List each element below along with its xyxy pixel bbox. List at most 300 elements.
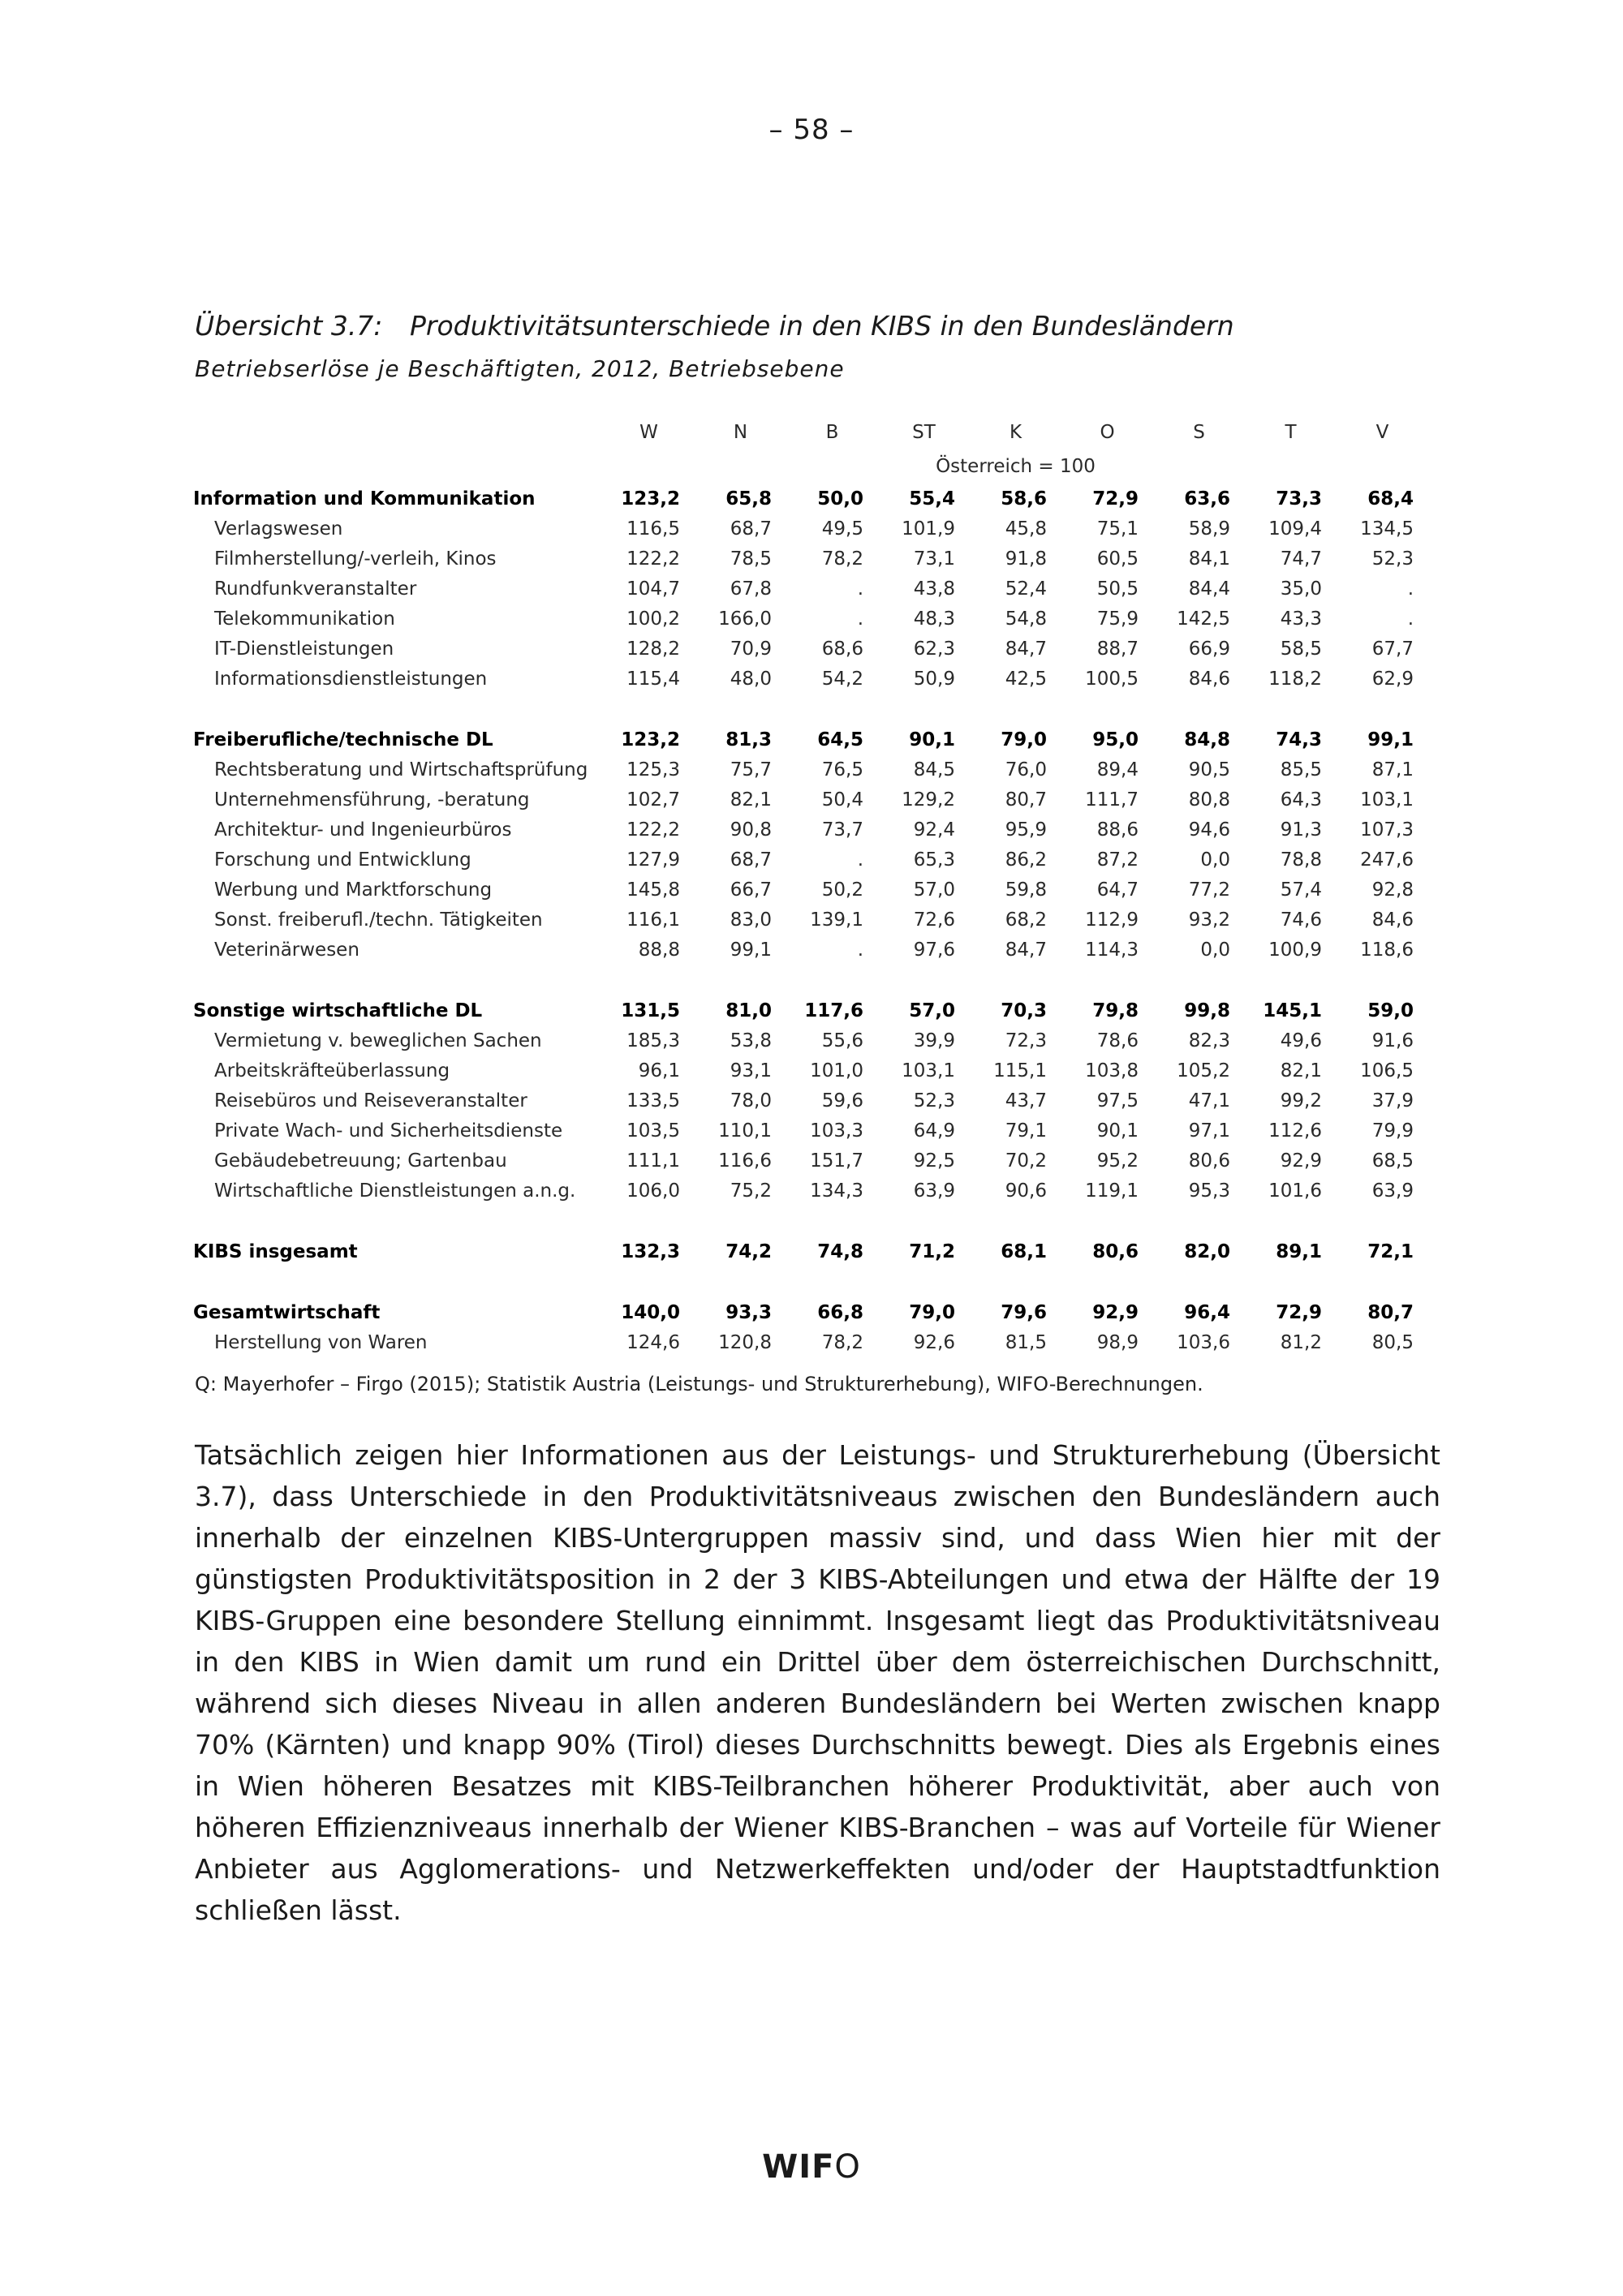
value-cell: 103,5 bbox=[626, 1120, 680, 1142]
value-cell: 66,8 bbox=[817, 1301, 863, 1323]
row-label: Rechtsberatung und Wirtschaftsprüfung bbox=[214, 759, 588, 780]
value-cell: 116,5 bbox=[626, 518, 680, 540]
value-cell: 87,2 bbox=[1096, 849, 1139, 871]
value-cell: 131,5 bbox=[621, 1000, 680, 1021]
value-cell: 79,0 bbox=[909, 1301, 955, 1323]
value-cell: 52,3 bbox=[913, 1090, 955, 1111]
value-cell: 58,9 bbox=[1188, 518, 1230, 540]
column-header: B bbox=[825, 422, 839, 443]
value-cell: . bbox=[857, 849, 863, 871]
column-header: V bbox=[1375, 422, 1389, 443]
value-cell: 48,3 bbox=[913, 608, 955, 630]
value-cell: 92,8 bbox=[1371, 879, 1414, 901]
value-cell: 43,3 bbox=[1280, 608, 1322, 630]
row-label: Wirtschaftliche Dienstleistungen a.n.g. bbox=[214, 1180, 576, 1202]
value-cell: 74,7 bbox=[1280, 548, 1322, 570]
table-unit-row bbox=[193, 449, 1428, 484]
value-cell: 59,0 bbox=[1367, 1000, 1414, 1021]
value-cell: 103,1 bbox=[1360, 789, 1414, 810]
value-cell: 99,1 bbox=[730, 939, 772, 961]
value-cell: 59,8 bbox=[1005, 879, 1047, 901]
value-cell: 100,9 bbox=[1268, 939, 1322, 961]
value-cell: 43,8 bbox=[913, 578, 955, 600]
value-cell: 50,9 bbox=[913, 668, 955, 690]
value-cell: 134,5 bbox=[1360, 518, 1414, 540]
value-cell: 101,6 bbox=[1268, 1180, 1322, 1202]
value-cell: 103,6 bbox=[1177, 1331, 1230, 1353]
value-cell: 103,8 bbox=[1085, 1060, 1139, 1081]
value-cell: 78,5 bbox=[730, 548, 772, 570]
value-cell: 95,0 bbox=[1092, 729, 1139, 750]
table-row bbox=[193, 664, 1428, 694]
value-cell: 123,2 bbox=[621, 488, 680, 510]
value-cell: 132,3 bbox=[621, 1240, 680, 1262]
value-cell: 76,5 bbox=[821, 759, 863, 780]
value-cell: 128,2 bbox=[626, 638, 680, 660]
value-cell: 78,0 bbox=[730, 1090, 772, 1111]
caption-subtitle: Betriebserlöse je Beschäftigten, 2012, Betriebsebene bbox=[195, 355, 845, 382]
spacer-row bbox=[193, 1206, 1428, 1236]
row-label: Sonstige wirtschaftliche DL bbox=[193, 1000, 483, 1021]
table-row bbox=[193, 845, 1428, 875]
value-cell: 89,4 bbox=[1096, 759, 1139, 780]
table-section-row bbox=[193, 1236, 1428, 1266]
value-cell: 35,0 bbox=[1280, 578, 1322, 600]
value-cell: 77,2 bbox=[1188, 879, 1230, 901]
value-cell: 93,1 bbox=[730, 1060, 772, 1081]
value-cell: 70,3 bbox=[1001, 1000, 1047, 1021]
value-cell: 76,0 bbox=[1005, 759, 1047, 780]
value-cell: 68,5 bbox=[1371, 1150, 1414, 1172]
row-label: Arbeitskräfteüberlassung bbox=[214, 1060, 450, 1081]
row-label: Private Wach- und Sicherheitsdienste bbox=[214, 1120, 563, 1142]
value-cell: 43,7 bbox=[1005, 1090, 1047, 1111]
value-cell: 68,2 bbox=[1005, 909, 1047, 931]
header-label-cell bbox=[193, 449, 603, 484]
value-cell: 151,7 bbox=[810, 1150, 863, 1172]
table-row bbox=[193, 875, 1428, 905]
value-cell: 104,7 bbox=[626, 578, 680, 600]
value-cell: 96,4 bbox=[1184, 1301, 1230, 1323]
value-cell: 64,3 bbox=[1280, 789, 1322, 810]
value-cell: 90,1 bbox=[1096, 1120, 1139, 1142]
row-label: KIBS insgesamt bbox=[193, 1240, 358, 1262]
row-label: Reisebüros und Reiseveranstalter bbox=[214, 1090, 527, 1111]
caption-label: Übersicht 3.7: bbox=[195, 310, 383, 342]
spacer-row bbox=[193, 694, 1428, 724]
value-cell: 92,4 bbox=[913, 819, 955, 841]
value-cell: 78,2 bbox=[821, 548, 863, 570]
value-cell: 62,3 bbox=[913, 638, 955, 660]
table-row bbox=[193, 1025, 1428, 1056]
spacer-row bbox=[193, 1266, 1428, 1297]
value-cell: 72,1 bbox=[1367, 1240, 1414, 1262]
value-cell: 88,8 bbox=[638, 939, 680, 961]
value-cell: 75,9 bbox=[1096, 608, 1139, 630]
value-cell: 68,1 bbox=[1001, 1240, 1047, 1262]
value-cell: 78,8 bbox=[1280, 849, 1322, 871]
value-cell: 64,5 bbox=[817, 729, 863, 750]
column-header: K bbox=[1009, 422, 1022, 443]
table-row bbox=[193, 755, 1428, 785]
value-cell: 96,1 bbox=[638, 1060, 680, 1081]
value-cell: 116,6 bbox=[718, 1150, 772, 1172]
row-label: Architektur- und Ingenieurbüros bbox=[214, 819, 512, 841]
value-cell: 133,5 bbox=[626, 1090, 680, 1111]
value-cell: 78,2 bbox=[821, 1331, 863, 1353]
value-cell: 116,1 bbox=[626, 909, 680, 931]
value-cell: 84,7 bbox=[1005, 939, 1047, 961]
value-cell: 53,8 bbox=[730, 1030, 772, 1051]
value-cell: 93,2 bbox=[1188, 909, 1230, 931]
value-cell: 37,9 bbox=[1371, 1090, 1414, 1111]
value-cell: 80,7 bbox=[1367, 1301, 1414, 1323]
value-cell: 42,5 bbox=[1005, 668, 1047, 690]
row-label: Filmherstellung/-verleih, Kinos bbox=[214, 548, 497, 570]
row-label: Gesamtwirtschaft bbox=[193, 1301, 381, 1323]
value-cell: 92,5 bbox=[913, 1150, 955, 1172]
row-label: Sonst. freiberufl./techn. Tätigkeiten bbox=[214, 909, 543, 931]
value-cell: 80,5 bbox=[1371, 1331, 1414, 1353]
value-cell: 89,1 bbox=[1276, 1240, 1322, 1262]
value-cell: 84,6 bbox=[1371, 909, 1414, 931]
value-cell: 93,3 bbox=[725, 1301, 772, 1323]
value-cell: 99,2 bbox=[1280, 1090, 1322, 1111]
value-cell: 145,1 bbox=[1263, 1000, 1322, 1021]
value-cell: 112,9 bbox=[1085, 909, 1139, 931]
value-cell: 84,6 bbox=[1188, 668, 1230, 690]
column-header: O bbox=[1100, 422, 1115, 443]
value-cell: 75,7 bbox=[730, 759, 772, 780]
value-cell: 81,3 bbox=[725, 729, 772, 750]
column-header: W bbox=[639, 422, 658, 443]
value-cell: 129,2 bbox=[902, 789, 955, 810]
logo-text-bold: WIF bbox=[762, 2148, 835, 2186]
value-cell: 79,6 bbox=[1001, 1301, 1047, 1323]
value-cell: 52,3 bbox=[1371, 548, 1414, 570]
value-cell: 67,7 bbox=[1371, 638, 1414, 660]
value-cell: 122,2 bbox=[626, 548, 680, 570]
value-cell: . bbox=[857, 939, 863, 961]
table-row bbox=[193, 514, 1428, 544]
value-cell: 103,3 bbox=[810, 1120, 863, 1142]
value-cell: 66,7 bbox=[730, 879, 772, 901]
value-cell: 86,2 bbox=[1005, 849, 1047, 871]
value-cell: 57,0 bbox=[913, 879, 955, 901]
value-cell: 140,0 bbox=[621, 1301, 680, 1323]
value-cell: 0,0 bbox=[1200, 939, 1230, 961]
row-label: Information und Kommunikation bbox=[193, 488, 536, 510]
value-cell: 63,9 bbox=[913, 1180, 955, 1202]
value-cell: 118,6 bbox=[1360, 939, 1414, 961]
value-cell: 82,3 bbox=[1188, 1030, 1230, 1051]
row-label: Informationsdienstleistungen bbox=[214, 668, 488, 690]
value-cell: 92,9 bbox=[1280, 1150, 1322, 1172]
value-cell: 52,4 bbox=[1005, 578, 1047, 600]
value-cell: 95,3 bbox=[1188, 1180, 1230, 1202]
value-cell: 84,7 bbox=[1005, 638, 1047, 660]
value-cell: 247,6 bbox=[1360, 849, 1414, 871]
value-cell: . bbox=[857, 608, 863, 630]
value-cell: 100,5 bbox=[1085, 668, 1139, 690]
value-cell: 111,7 bbox=[1085, 789, 1139, 810]
productivity-table bbox=[193, 415, 1428, 1357]
table-row bbox=[193, 935, 1428, 965]
value-cell: 68,7 bbox=[730, 849, 772, 871]
value-cell: 90,5 bbox=[1188, 759, 1230, 780]
value-cell: 166,0 bbox=[718, 608, 772, 630]
table-row bbox=[193, 634, 1428, 664]
value-cell: 110,1 bbox=[718, 1120, 772, 1142]
header-label-cell bbox=[193, 415, 603, 449]
table-row bbox=[193, 544, 1428, 574]
value-cell: 124,6 bbox=[626, 1331, 680, 1353]
value-cell: 82,0 bbox=[1184, 1240, 1230, 1262]
value-cell: 127,9 bbox=[626, 849, 680, 871]
row-label: Veterinärwesen bbox=[214, 939, 359, 961]
value-cell: 65,3 bbox=[913, 849, 955, 871]
table-section-row bbox=[193, 724, 1428, 755]
value-cell: 81,2 bbox=[1280, 1331, 1322, 1353]
table-row bbox=[193, 1146, 1428, 1176]
row-label: Telekommunikation bbox=[214, 608, 395, 630]
value-cell: 71,2 bbox=[909, 1240, 955, 1262]
value-cell: 74,8 bbox=[817, 1240, 863, 1262]
row-label: Unternehmensführung, -beratung bbox=[214, 789, 530, 810]
value-cell: 94,6 bbox=[1188, 819, 1230, 841]
value-cell: 139,1 bbox=[810, 909, 863, 931]
wifo-logo bbox=[0, 2148, 1623, 2186]
row-label: Herstellung von Waren bbox=[214, 1331, 428, 1353]
value-cell: 91,8 bbox=[1005, 548, 1047, 570]
value-cell: 107,3 bbox=[1360, 819, 1414, 841]
value-cell: 50,4 bbox=[821, 789, 863, 810]
value-cell: 79,8 bbox=[1092, 1000, 1139, 1021]
value-cell: 87,1 bbox=[1371, 759, 1414, 780]
table-row bbox=[193, 1176, 1428, 1206]
value-cell: 70,2 bbox=[1005, 1150, 1047, 1172]
value-cell: 95,2 bbox=[1096, 1150, 1139, 1172]
value-cell: 85,5 bbox=[1280, 759, 1322, 780]
value-cell: 88,7 bbox=[1096, 638, 1139, 660]
value-cell: 0,0 bbox=[1200, 849, 1230, 871]
value-cell: 54,8 bbox=[1005, 608, 1047, 630]
value-cell: 115,4 bbox=[626, 668, 680, 690]
value-cell: 73,3 bbox=[1276, 488, 1322, 510]
value-cell: 97,6 bbox=[913, 939, 955, 961]
value-cell: 48,0 bbox=[730, 668, 772, 690]
value-cell: 80,6 bbox=[1188, 1150, 1230, 1172]
value-cell: 79,9 bbox=[1371, 1120, 1414, 1142]
value-cell: 95,9 bbox=[1005, 819, 1047, 841]
value-cell: 68,4 bbox=[1367, 488, 1414, 510]
value-cell: 84,5 bbox=[913, 759, 955, 780]
value-cell: 84,1 bbox=[1188, 548, 1230, 570]
value-cell: 79,0 bbox=[1001, 729, 1047, 750]
value-cell: 117,6 bbox=[804, 1000, 863, 1021]
table-row bbox=[193, 1327, 1428, 1357]
column-header: N bbox=[733, 422, 748, 443]
value-cell: 134,3 bbox=[810, 1180, 863, 1202]
value-cell: 88,6 bbox=[1096, 819, 1139, 841]
table-row bbox=[193, 785, 1428, 815]
row-label: IT-Dienstleistungen bbox=[214, 638, 394, 660]
value-cell: 84,4 bbox=[1188, 578, 1230, 600]
value-cell: 45,8 bbox=[1005, 518, 1047, 540]
table-section-row bbox=[193, 1297, 1428, 1327]
value-cell: 120,8 bbox=[718, 1331, 772, 1353]
value-cell: 80,8 bbox=[1188, 789, 1230, 810]
value-cell: 81,5 bbox=[1005, 1331, 1047, 1353]
row-label: Rundfunkveranstalter bbox=[214, 578, 417, 600]
table-row bbox=[193, 905, 1428, 935]
value-cell: 84,8 bbox=[1184, 729, 1230, 750]
value-cell: 57,0 bbox=[909, 1000, 955, 1021]
value-cell: 106,5 bbox=[1360, 1060, 1414, 1081]
value-cell: 92,6 bbox=[913, 1331, 955, 1353]
page-number: – 58 – bbox=[768, 114, 855, 146]
value-cell: 78,6 bbox=[1096, 1030, 1139, 1051]
value-cell: 142,5 bbox=[1177, 608, 1230, 630]
value-cell: 74,6 bbox=[1280, 909, 1322, 931]
value-cell: 90,1 bbox=[909, 729, 955, 750]
column-header: T bbox=[1285, 422, 1297, 443]
value-cell: 81,0 bbox=[725, 1000, 772, 1021]
value-cell: 55,4 bbox=[909, 488, 955, 510]
value-cell: 50,0 bbox=[817, 488, 863, 510]
value-cell: 111,1 bbox=[626, 1150, 680, 1172]
value-cell: 50,2 bbox=[821, 879, 863, 901]
value-cell: 80,6 bbox=[1092, 1240, 1139, 1262]
table-row bbox=[193, 604, 1428, 634]
row-label: Forschung und Entwicklung bbox=[214, 849, 471, 871]
value-cell: 72,9 bbox=[1276, 1301, 1322, 1323]
value-cell: 72,9 bbox=[1092, 488, 1139, 510]
value-cell: 65,8 bbox=[725, 488, 772, 510]
value-cell: 55,6 bbox=[821, 1030, 863, 1051]
value-cell: 101,0 bbox=[810, 1060, 863, 1081]
value-cell: 58,6 bbox=[1001, 488, 1047, 510]
value-cell: 145,8 bbox=[626, 879, 680, 901]
value-cell: 98,9 bbox=[1096, 1331, 1139, 1353]
value-cell: 102,7 bbox=[626, 789, 680, 810]
value-cell: 50,5 bbox=[1096, 578, 1139, 600]
value-cell: 105,2 bbox=[1177, 1060, 1230, 1081]
value-cell: 58,5 bbox=[1280, 638, 1322, 660]
value-cell: 68,7 bbox=[730, 518, 772, 540]
value-cell: 64,7 bbox=[1096, 879, 1139, 901]
table-source-note: Q: Mayerhofer – Firgo (2015); Statistik Austria (Leistungs- und Strukturerhebung), WIFO-Berechnungen. bbox=[195, 1373, 1203, 1395]
table-section-row bbox=[193, 484, 1428, 514]
unit-label: Österreich = 100 bbox=[936, 456, 1096, 477]
table-row bbox=[193, 1086, 1428, 1116]
value-cell: 185,3 bbox=[626, 1030, 680, 1051]
value-cell: 97,1 bbox=[1188, 1120, 1230, 1142]
value-cell: 74,3 bbox=[1276, 729, 1322, 750]
value-cell: 82,1 bbox=[730, 789, 772, 810]
value-cell: 114,3 bbox=[1085, 939, 1139, 961]
value-cell: 49,6 bbox=[1280, 1030, 1322, 1051]
value-cell: 80,7 bbox=[1005, 789, 1047, 810]
logo-text-light: O bbox=[834, 2148, 861, 2186]
value-cell: 63,9 bbox=[1371, 1180, 1414, 1202]
value-cell: 57,4 bbox=[1280, 879, 1322, 901]
value-cell: 64,9 bbox=[913, 1120, 955, 1142]
value-cell: 112,6 bbox=[1268, 1120, 1322, 1142]
value-cell: 39,9 bbox=[913, 1030, 955, 1051]
value-cell: 68,6 bbox=[821, 638, 863, 660]
value-cell: 75,1 bbox=[1096, 518, 1139, 540]
row-label: Verlagswesen bbox=[214, 518, 343, 540]
value-cell: 92,9 bbox=[1092, 1301, 1139, 1323]
value-cell: 73,1 bbox=[913, 548, 955, 570]
value-cell: 63,6 bbox=[1184, 488, 1230, 510]
column-header: S bbox=[1193, 422, 1205, 443]
table-row bbox=[193, 1056, 1428, 1086]
caption-title: Produktivitätsunterschiede in den KIBS in den Bundesländern bbox=[410, 310, 1234, 342]
value-cell: 97,5 bbox=[1096, 1090, 1139, 1111]
value-cell: 62,9 bbox=[1371, 668, 1414, 690]
value-cell: 100,2 bbox=[626, 608, 680, 630]
value-cell: 99,8 bbox=[1184, 1000, 1230, 1021]
row-label: Vermietung v. beweglichen Sachen bbox=[214, 1030, 542, 1051]
value-cell: 106,0 bbox=[626, 1180, 680, 1202]
table-section-row bbox=[193, 995, 1428, 1025]
value-cell: 72,6 bbox=[913, 909, 955, 931]
value-cell: 123,2 bbox=[621, 729, 680, 750]
value-cell: 122,2 bbox=[626, 819, 680, 841]
value-cell: 74,2 bbox=[725, 1240, 772, 1262]
table-row bbox=[193, 574, 1428, 604]
value-cell: 101,9 bbox=[902, 518, 955, 540]
value-cell: 79,1 bbox=[1005, 1120, 1047, 1142]
spacer-row bbox=[193, 965, 1428, 995]
value-cell: 70,9 bbox=[730, 638, 772, 660]
value-cell: 66,9 bbox=[1188, 638, 1230, 660]
value-cell: 119,1 bbox=[1085, 1180, 1139, 1202]
table-row bbox=[193, 1116, 1428, 1146]
value-cell: 49,5 bbox=[821, 518, 863, 540]
value-cell: 91,6 bbox=[1371, 1030, 1414, 1051]
body-paragraph: Tatsächlich zeigen hier Informationen aus der Leistungs- und Strukturerhebung (Übersicht 3.7), dass Unterschiede in den Produktivitätsniveaus zwischen den Bundesländern auch innerhalb der einzelnen KIBS-Untergruppen massiv sind, und dass Wien hier mit der günstigsten Produktivitätsposition in 2 der 3 KIBS-Abteilungen und etwa der Hälfte der 19 KIBS-Gruppen eine besondere Stellung einnimmt. Insgesamt liegt das Produktivitätsniveau in den KIBS in Wien damit um rund ein Drittel über dem österreichischen Durchschnitt, während sich dieses Niveau in allen anderen Bundesländern bei Werten zwischen knapp 70% (Kärnten) und knapp 90% (Tirol) dieses Durchschnitts bewegt. Dies als Ergebnis eines in Wien höheren Besatzes mit KIBS-Teilbranchen höherer Produktivität, aber auch von höheren Effizienzniveaus innerhalb der Wiener KIBS-Branchen – was auf Vorteile für Wiener Anbieter aus Agglomerations- und Netzwerkeffekten und/oder der Hauptstadtfunktion schließen lässt. bbox=[195, 1439, 1440, 1926]
value-cell: 103,1 bbox=[902, 1060, 955, 1081]
value-cell: 90,6 bbox=[1005, 1180, 1047, 1202]
value-cell: 99,1 bbox=[1367, 729, 1414, 750]
value-cell: 60,5 bbox=[1096, 548, 1139, 570]
table-caption bbox=[195, 310, 1428, 342]
value-cell: 72,3 bbox=[1005, 1030, 1047, 1051]
row-label: Werbung und Marktforschung bbox=[214, 879, 493, 901]
value-cell: 67,8 bbox=[730, 578, 772, 600]
row-label: Gebäudebetreuung; Gartenbau bbox=[214, 1150, 507, 1172]
value-cell: . bbox=[857, 578, 863, 600]
value-cell: 82,1 bbox=[1280, 1060, 1322, 1081]
table-row bbox=[193, 815, 1428, 845]
value-cell: 109,4 bbox=[1268, 518, 1322, 540]
column-header: ST bbox=[912, 422, 936, 443]
value-cell: 83,0 bbox=[730, 909, 772, 931]
value-cell: 75,2 bbox=[730, 1180, 772, 1202]
table-header-row bbox=[193, 415, 1428, 449]
value-cell: 73,7 bbox=[821, 819, 863, 841]
value-cell: 115,1 bbox=[993, 1060, 1047, 1081]
row-label: Freiberufliche/technische DL bbox=[193, 729, 493, 750]
value-cell: 125,3 bbox=[626, 759, 680, 780]
value-cell: 47,1 bbox=[1188, 1090, 1230, 1111]
value-cell: 59,6 bbox=[821, 1090, 863, 1111]
value-cell: . bbox=[1407, 608, 1414, 630]
value-cell: 90,8 bbox=[730, 819, 772, 841]
